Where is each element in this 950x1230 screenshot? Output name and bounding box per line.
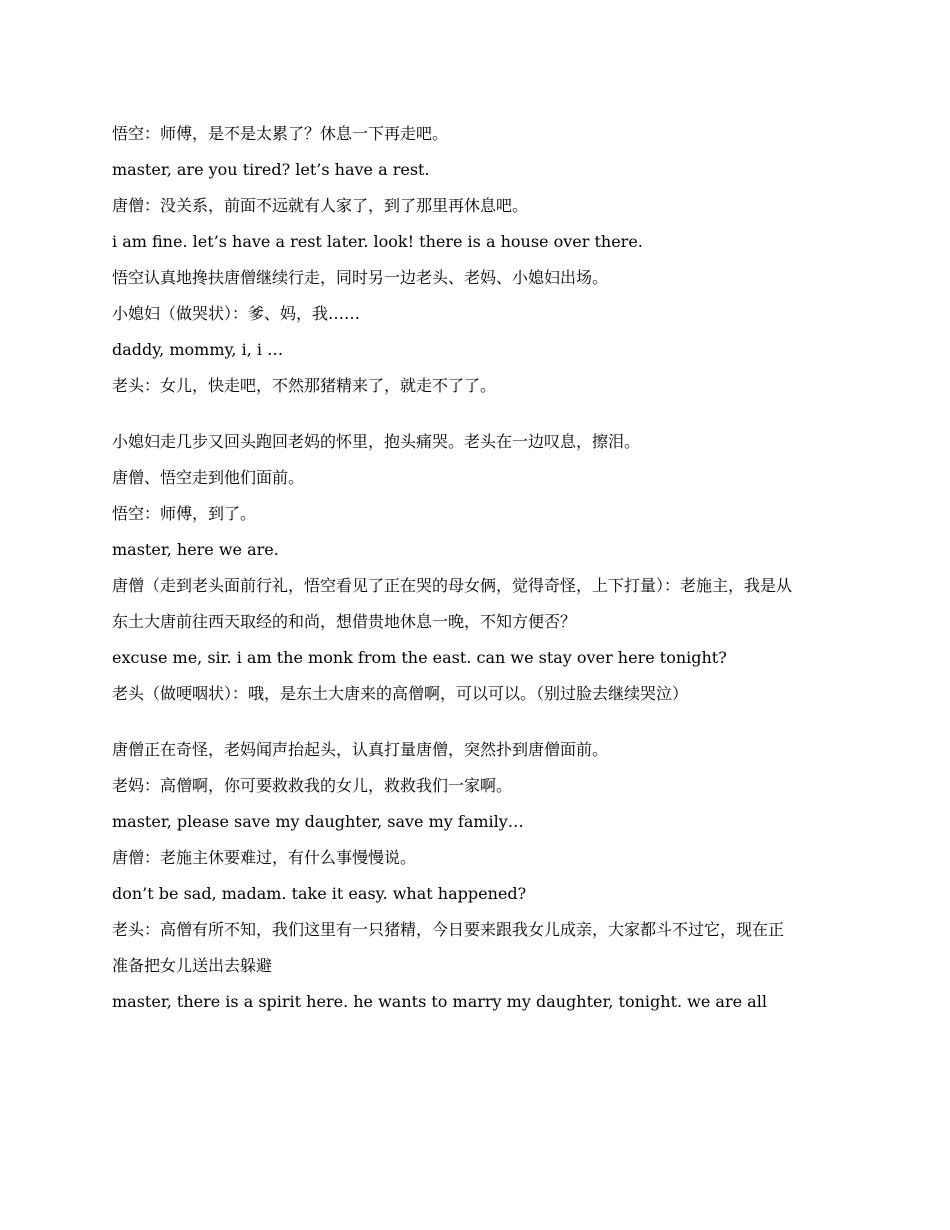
- paragraph: 唐僧：没关系，前面不远就有人家了，到了那里再休息吧。: [112, 196, 529, 215]
- paragraph: 小媳妇（做哭状）：爹、妈，我……: [112, 304, 361, 323]
- paragraph: don’t be sad, madam. take it easy. what happened?: [112, 884, 527, 903]
- paragraph: master, there is a spirit here. he wants to marry my daughter, tonight. we are all: [112, 992, 767, 1011]
- paragraph: excuse me, sir. i am the monk from the east. can we stay over here tonight?: [112, 648, 727, 667]
- paragraph: master, here we are.: [112, 540, 279, 559]
- paragraph: master, are you tired? let’s have a rest.: [112, 160, 430, 179]
- paragraph: 唐僧正在奇怪，老妈闻声抬起头，认真打量唐僧，突然扑到唐僧面前。: [112, 740, 609, 759]
- paragraph: 东土大唐前往西天取经的和尚，想借贵地休息一晚，不知方便否？: [112, 612, 577, 631]
- paragraph: master, please save my daughter, save my family…: [112, 812, 524, 831]
- paragraph: i am fine. let’s have a rest later. look! there is a house over there.: [112, 232, 643, 251]
- paragraph: daddy, mommy, i, i …: [112, 340, 284, 359]
- paragraph: 老妈：高僧啊，你可要救救我的女儿，救救我们一家啊。: [112, 776, 513, 795]
- paragraph: 老头（做哽咽状）：哦，是东土大唐来的高僧啊，可以可以。（别过脸去继续哭泣）: [112, 684, 689, 703]
- paragraph: 老头：高僧有所不知，我们这里有一只猪精，今日要来跟我女儿成亲，大家都斗不过它，现在正: [112, 920, 785, 939]
- paragraph: 悟空：师傅，是不是太累了？休息一下再走吧。: [112, 124, 449, 143]
- paragraph: 唐僧（走到老头面前行礼，悟空看见了正在哭的母女俩，觉得奇怪，上下打量）：老施主，我是从: [112, 576, 793, 595]
- paragraph: 悟空认真地搀扶唐僧继续行走，同时另一边老头、老妈、小媳妇出场。: [112, 268, 609, 287]
- paragraph: 准备把女儿送出去躲避: [112, 956, 273, 975]
- document-body: [112, 124, 838, 1028]
- paragraph: 老头：女儿，快走吧，不然那猪精来了，就走不了了。: [112, 376, 497, 395]
- paragraph: 悟空：师傅，到了。: [112, 504, 257, 523]
- paragraph: 小媳妇走几步又回头跑回老妈的怀里，抱头痛哭。老头在一边叹息，擦泪。: [112, 432, 641, 451]
- paragraph: 唐僧、悟空走到他们面前。: [112, 468, 305, 487]
- paragraph: 唐僧：老施主休要难过，有什么事慢慢说。: [112, 848, 417, 867]
